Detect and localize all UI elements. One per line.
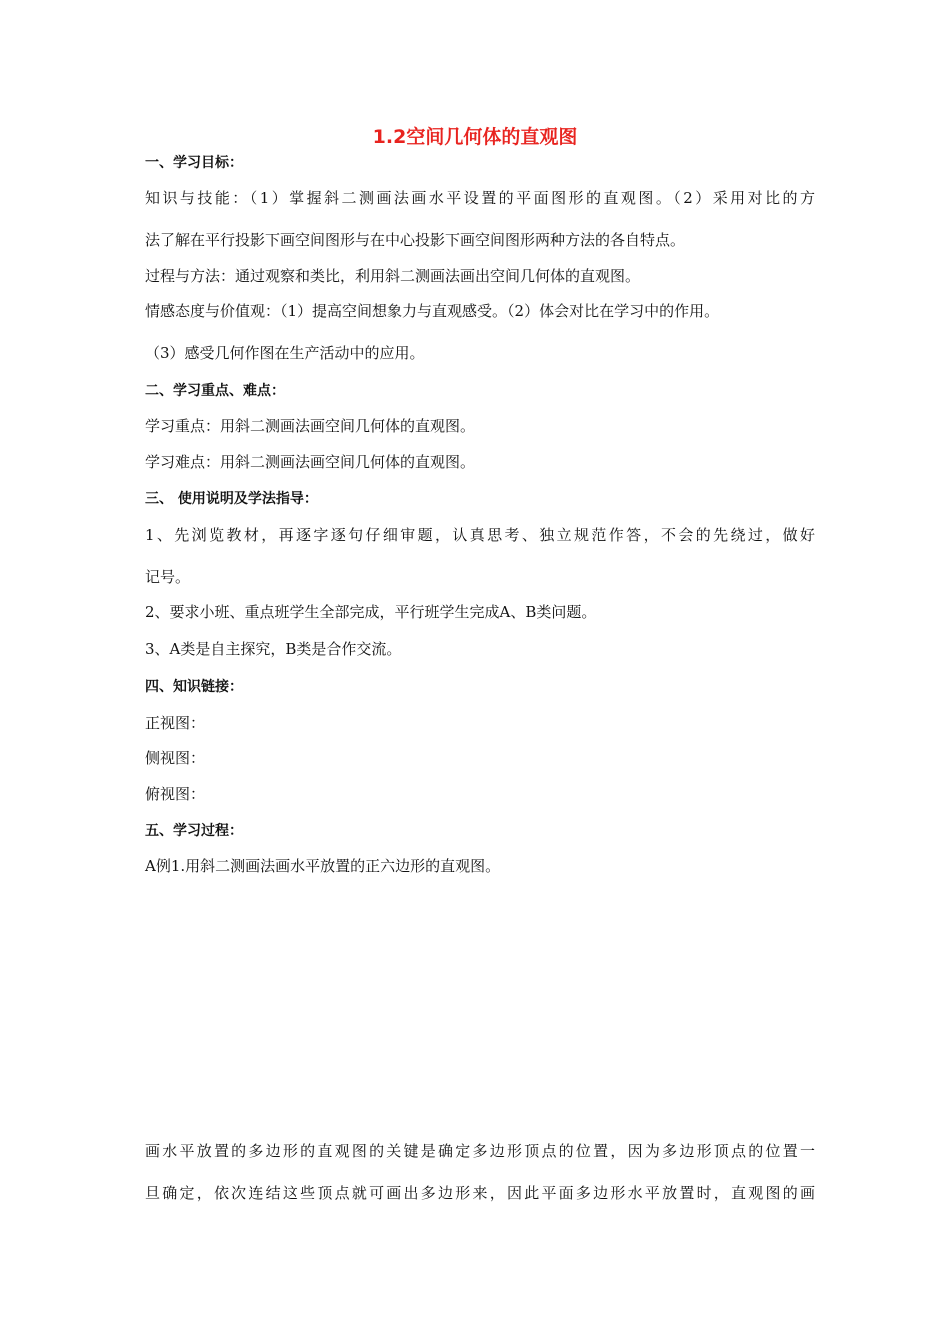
document-title: 1.2空间几何体的直观图: [372, 126, 578, 148]
side-view-label: 侧视图：: [145, 749, 206, 767]
instruction-2: 2、要求小班、重点班学生全部完成，平行班学生完成A、B类问题。: [145, 603, 597, 621]
section-1-heading: 一、学习目标：: [145, 155, 243, 171]
section-3-heading: 三、 使用说明及学法指导：: [145, 491, 318, 507]
difficult-point: 学习难点：用斜二测画法画空间几何体的直观图。: [145, 453, 476, 471]
example-1: A例1.用斜二测画法画水平放置的正六边形的直观图。: [145, 857, 501, 875]
objective-knowledge-line-1: 知识与技能：（1）掌握斜二测画法画水平设置的平面图形的直观图。（2）采用对比的方: [145, 189, 815, 207]
objective-emotion-line-1: 情感态度与价值观：（1）提高空间想象力与直观感受。（2）体会对比在学习中的作用。: [145, 302, 720, 320]
instruction-1-line-1: 1、先浏览教材，再逐字逐句仔细审题，认真思考、独立规范作答，不会的先绕过，做好: [145, 526, 815, 544]
key-point: 学习重点：用斜二测画法画空间几何体的直观图。: [145, 417, 476, 435]
instruction-1-line-2: 记号。: [145, 568, 191, 586]
top-view-label: 俯视图：: [145, 785, 206, 803]
instruction-3: 3、A类是自主探究，B类是合作交流。: [145, 640, 402, 658]
section-5-heading: 五、学习过程：: [145, 823, 243, 839]
explanation-line-1: 画水平放置的多边形的直观图的关键是确定多边形顶点的位置，因为多边形顶点的位置一: [145, 1142, 815, 1160]
explanation-line-2: 旦确定，依次连结这些顶点就可画出多边形来，因此平面多边形水平放置时，直观图的画: [145, 1184, 815, 1202]
section-2-heading: 二、学习重点、难点：: [145, 383, 285, 399]
objective-emotion-line-2: （3）感受几何作图在生产活动中的应用。: [145, 344, 425, 362]
front-view-label: 正视图：: [145, 714, 206, 732]
objective-process: 过程与方法：通过观察和类比，利用斜二测画法画出空间几何体的直观图。: [145, 267, 641, 285]
section-4-heading: 四、知识链接：: [145, 679, 243, 695]
objective-knowledge-line-2: 法了解在平行投影下画空间图形与在中心投影下画空间图形两种方法的各自特点。: [145, 231, 686, 249]
